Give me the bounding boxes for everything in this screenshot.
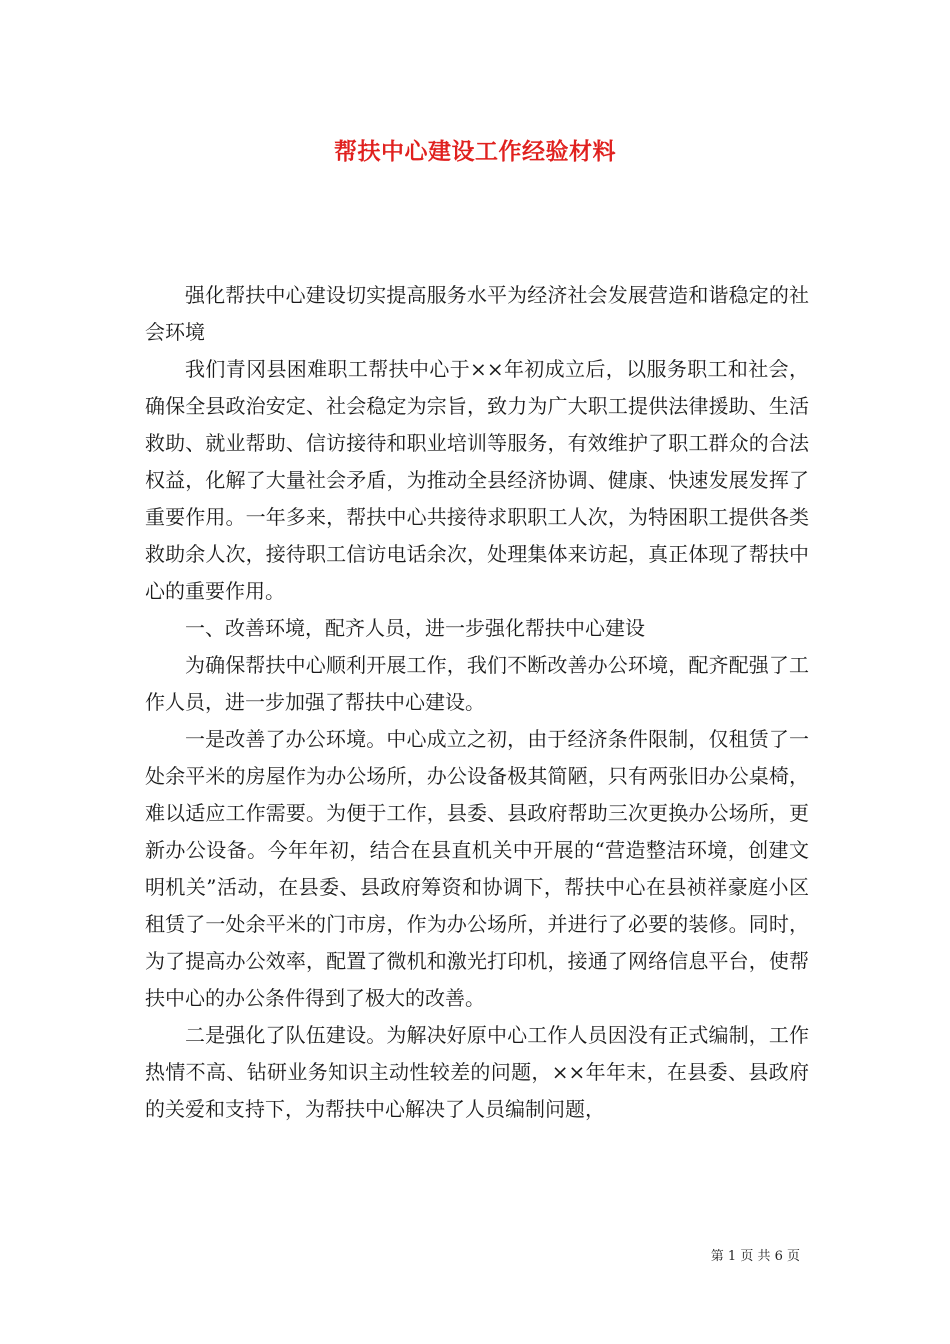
section-heading-1: 一、改善环境，配齐人员，进一步强化帮扶中心建设: [185, 616, 645, 640]
document-body: [145, 277, 809, 1128]
paragraph: 一是改善了办公环境。中心成立之初，由于经济条件限制，仅租赁了一处余平米的房屋作为办公场所，办公设备极其简陋，只有两张旧办公桌椅，难以适应工作需要。为便于工作，县委、县政府帮助三次更换办公场所，更新办公设备。今年年初，结合在县直机关中开展的“营造整洁环境，创建文明机关”活动，在县委、县政府筹资和协调下，帮扶中心在县祯祥豪庭小区租赁了一处余平米的门市房，作为办公场所，并进行了必要的装修。同时，为了提高办公效率，配置了微机和激光打印机，接通了网络信息平台，使帮扶中心的办公条件得到了极大的改善。: [145, 727, 809, 1010]
paragraph: 二是强化了队伍建设。为解决好原中心工作人员因没有正式编制，工作热情不高、钻研业务知识主动性较差的问题，××年年末，在县委、县政府的关爱和支持下，为帮扶中心解决了人员编制问题，: [145, 1023, 809, 1121]
document-title: 帮扶中心建设工作经验材料: [334, 138, 616, 165]
page-number: 第 1 页 共 6 页: [710, 1249, 800, 1264]
paragraph-intro: 我们青冈县困难职工帮扶中心于××年初成立后，以服务职工和社会，确保全县政治安定、社会稳定为宗旨，致力为广大职工提供法律援助、生活救助、就业帮助、信访接待和职业培训等服务，有效维护了职工群众的合法权益，化解了大量社会矛盾，为推动全县经济协调、健康、快速发展发挥了重要作用。一年多来，帮扶中心共接待求职职工人次，为特困职工提供各类救助余人次，接待职工信访电话余次，处理集体来访起，真正体现了帮扶中心的重要作用。: [145, 357, 809, 603]
paragraph: 为确保帮扶中心顺利开展工作，我们不断改善办公环境，配齐配强了工作人员，进一步加强了帮扶中心建设。: [145, 653, 809, 714]
paragraph-subtitle: 强化帮扶中心建设切实提高服务水平为经济社会发展营造和谐稳定的社会环境: [145, 283, 809, 344]
